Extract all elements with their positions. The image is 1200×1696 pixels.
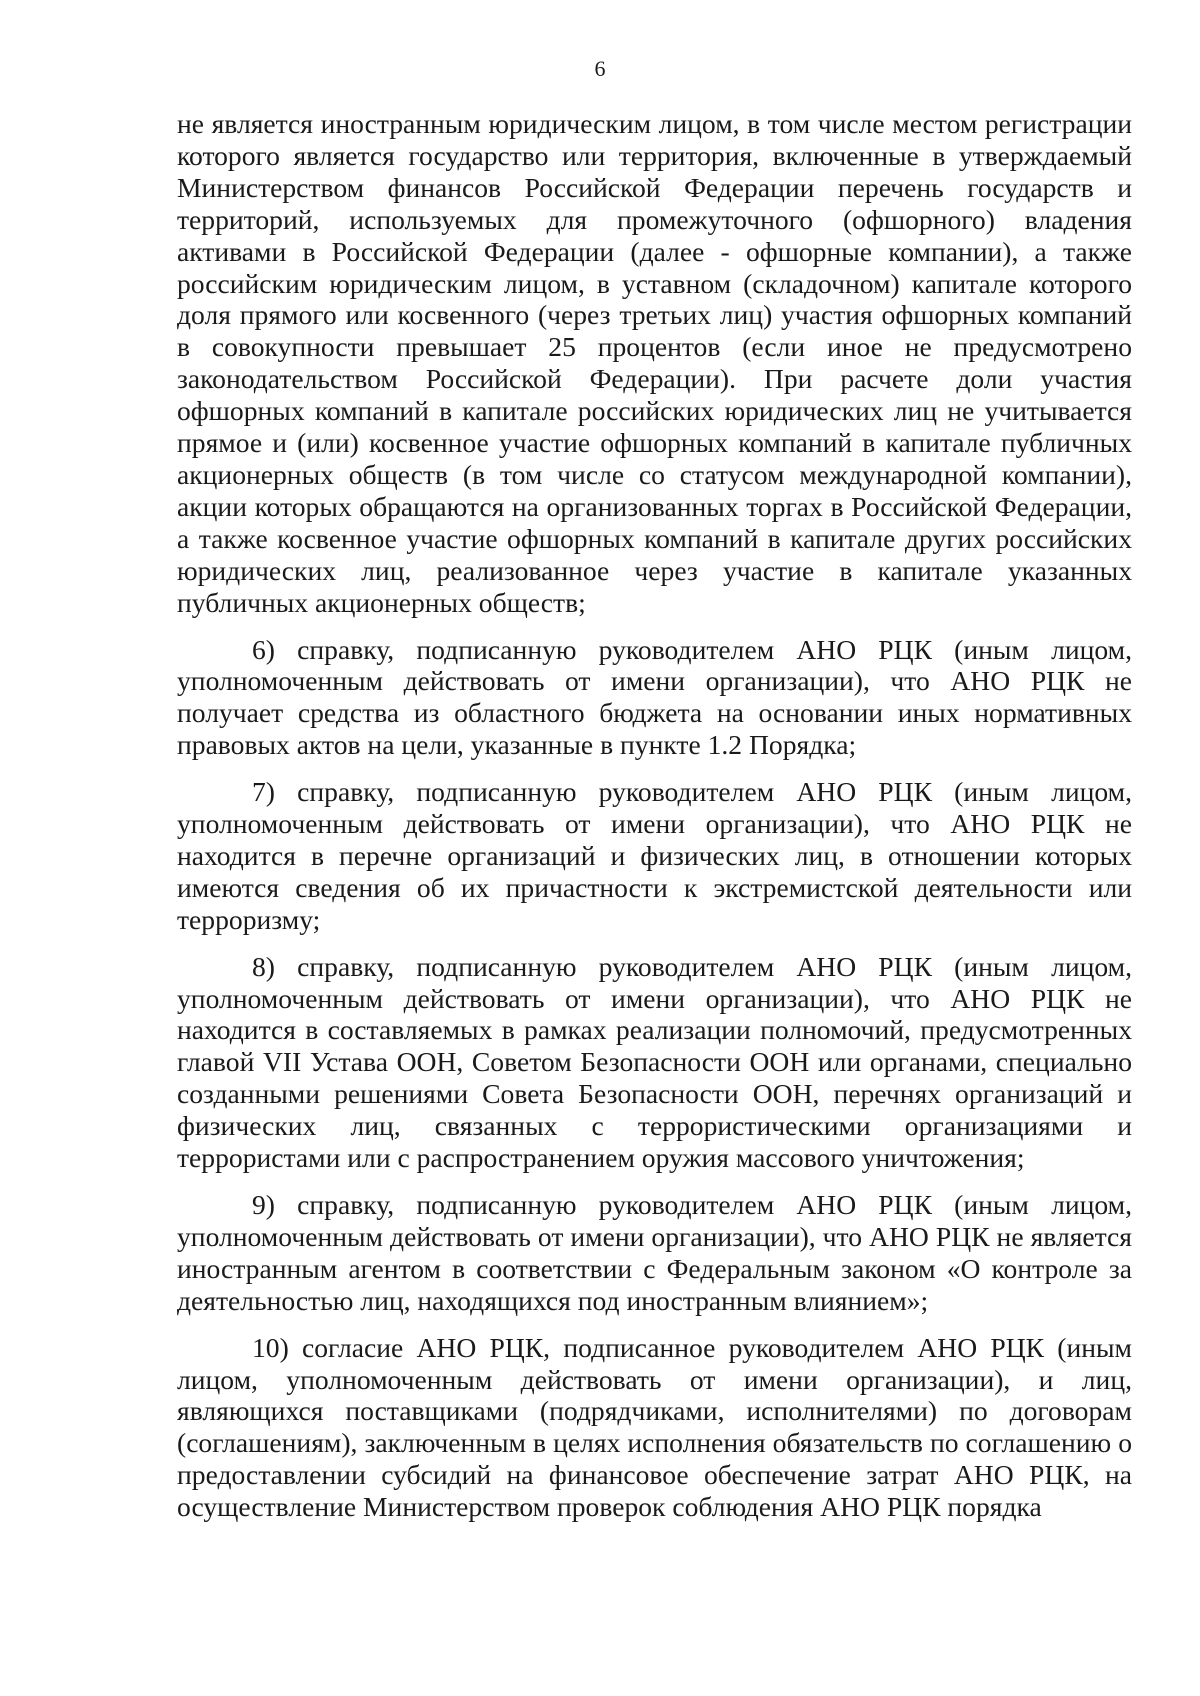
page-number: 6 [594, 56, 606, 81]
paragraph-offshore-companies: не является иностранным юридическим лицом, в том числе местом регистрации которого является государство или территория, включенные в утверждаемый Министерством финансов Российской Федерации перечень государств и территорий, используемых для промежуточного (офшорного) владения активами в Российской Федерации (далее - офшорные компании), а также российским юридическим лицом, в уставном (складочном) капитале которого доля прямого или косвенного (через третьих лиц) участия офшорных компаний в совокупности превышает 25 процентов (если иное не предусмотрено законодательством Российской Федерации). При расчете доли участия офшорных компаний в капитале российских юридических лиц не учитывается прямое и (или) косвенное участие офшорных компаний в капитале публичных акционерных обществ (в том числе со статусом международной компании), акции которых обращаются на организованных торгах в Российской Федерации, а также косвенное участие офшорных компаний в капитале других российских юридических лиц, реализованное через участие в капитале указанных публичных акционерных обществ; [177, 108, 1132, 618]
paragraph-item-8: 8) справку, подписанную руководителем АНО РЦК (иным лицом, уполномоченным действовать от имени организации), что АНО РЦК не находится в составляемых в рамках реализации полномочий, предусмотренных главой VII Устава ООН, Советом Безопасности ООН или органами, специально созданными решениями Совета Безопасности ООН, перечнях организаций и физических лиц, связанных с террористическими организациями и террористами или с распространением оружия массового уничтожения; [177, 950, 1132, 1174]
paragraph-item-9: 9) справку, подписанную руководителем АНО РЦК (иным лицом, уполномоченным действовать от имени организации), что АНО РЦК не является иностранным агентом в соответствии с Федеральным законом «О контроле за деятельностью лиц, находящихся под иностранным влиянием»; [177, 1189, 1132, 1316]
paragraph-item-6: 6) справку, подписанную руководителем АНО РЦК (иным лицом, уполномоченным действовать от имени организации), что АНО РЦК не получает средства из областного бюджета на основании иных нормативных правовых актов на цели, указанные в пункте 1.2 Порядка; [177, 633, 1132, 761]
paragraph-item-7: 7) справку, подписанную руководителем АНО РЦК (иным лицом, уполномоченным действовать от имени организации), что АНО РЦК не находится в перечне организаций и физических лиц, в отношении которых имеются сведения об их причастности к экстремистской деятельности или терроризму; [177, 776, 1132, 935]
document-body [177, 108, 1132, 1523]
paragraph-item-10: 10) согласие АНО РЦК, подписанное руководителем АНО РЦК (иным лицом, уполномоченным действовать от имени организации), и лиц, являющихся поставщиками (подрядчиками, исполнителями) по договорам (соглашениям), заключенным в целях исполнения обязательств по соглашению о предоставлении субсидий на финансовое обеспечение затрат АНО РЦК, на осуществление Министерством проверок соблюдения АНО РЦК порядка [177, 1331, 1132, 1523]
